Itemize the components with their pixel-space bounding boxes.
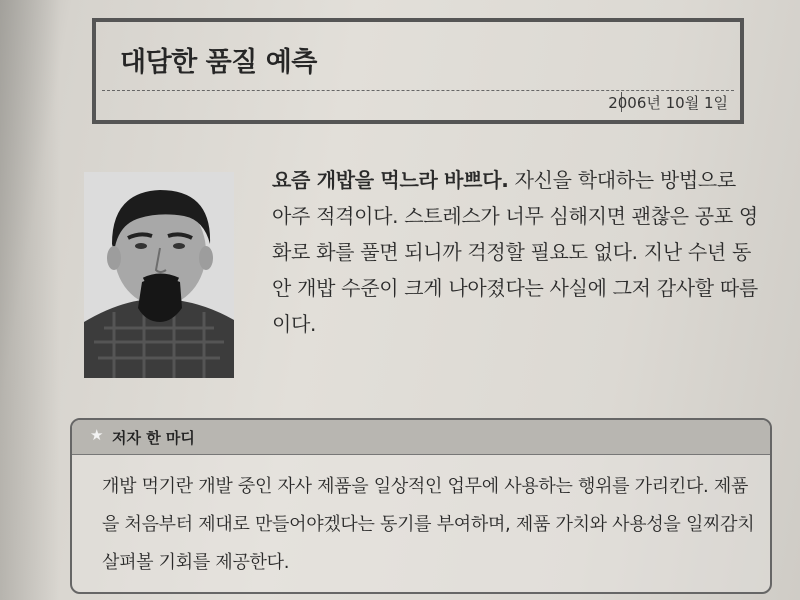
article-body [272, 162, 760, 342]
page-title: 대담한 품질 예측 [120, 47, 317, 78]
article-text: 자신을 학대하는 방법으로 아주 적격이다. 스트레스가 너무 심해지면 괜찮은 공포 영화로 화를 풀면 되니까 걱정할 필요도 없다. 지난 수년 동안 개밥 수준이 크게 나아졌다는 사실에 그저 감사할 따름이다. [272, 168, 758, 336]
title-box [92, 18, 744, 124]
author-portrait-icon [84, 172, 234, 378]
author-note-box [70, 418, 772, 594]
article-lead: 요즘 개밥을 먹느라 바쁘다. [272, 168, 509, 192]
author-note-text: 개밥 먹기란 개발 중인 자사 제품을 일상적인 업무에 사용하는 행위를 가리킨다. 제품을 처음부터 제대로 만들어야겠다는 동기를 부여하며, 제품 가치와 사용성을 일찌감치 살펴볼 기회를 제공한다. [102, 476, 755, 573]
author-note-header [72, 420, 770, 455]
star-icon: ★ [90, 426, 104, 444]
author-photo [84, 172, 234, 378]
page-shadow [0, 0, 60, 600]
post-date: 2006년 10월 1일 [608, 94, 728, 112]
title-area [102, 28, 734, 91]
author-note-title: 저자 한 마디 [112, 429, 195, 447]
